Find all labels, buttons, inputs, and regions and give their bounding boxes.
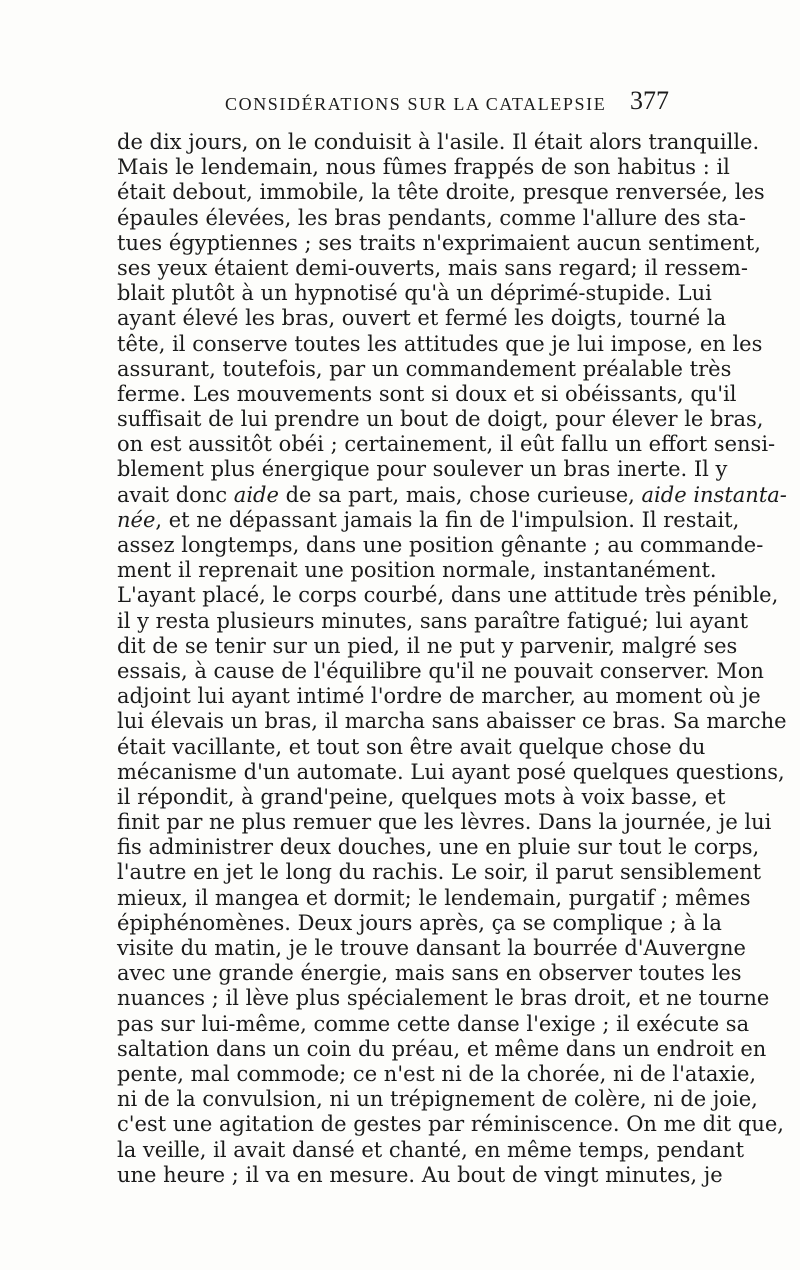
text-line <box>117 835 760 860</box>
text-segment: épaules élevées, les bras pendants, comme l'allure des sta- <box>117 205 747 230</box>
text-line <box>117 558 717 583</box>
text-line <box>117 533 764 558</box>
text-segment: nuances ; il lève plus spécialement le bras droit, et ne tourne <box>117 986 770 1011</box>
italic-text: aide <box>233 482 279 507</box>
text-line <box>117 130 760 155</box>
text-line <box>117 885 751 911</box>
text-segment: était debout, immobile, la tête droite, presque renversée, les <box>117 180 765 205</box>
text-line <box>117 1162 723 1188</box>
text-segment: blement plus énergique pour soulever un bras inerte. Il y <box>117 457 728 482</box>
text-line <box>117 633 738 659</box>
text-segment: avait donc <box>117 482 234 507</box>
text-line <box>117 986 770 1011</box>
text-line <box>117 1137 745 1163</box>
page-header <box>115 88 675 122</box>
text-line <box>117 910 722 936</box>
text-line <box>117 281 712 306</box>
text-line <box>117 331 763 357</box>
text-line <box>117 1036 767 1062</box>
italic-text: aide instanta- <box>641 482 787 507</box>
text-segment: Mais le lendemain, nous fûmes frappés de son habitus : il <box>117 155 730 180</box>
text-segment: mécanisme d'un automate. Lui ayant posé quelques questions, <box>117 759 785 784</box>
text-line <box>117 784 726 810</box>
text-segment: , et ne dépassant jamais la fin de l'impulsion. Il restait, <box>155 507 740 532</box>
text-segment: assez longtemps, dans une position gênante ; au commande- <box>117 533 764 557</box>
text-segment: adjoint lui ayant intimé l'ordre de marcher, au moment où je <box>117 684 761 709</box>
text-segment: était vacillante, et tout son être avait quelque chose du <box>117 734 706 759</box>
text-segment: lui élevais un bras, il marcha sans abaisser ce bras. Sa marche <box>117 709 787 734</box>
text-segment: blait plutôt à un hypnotisé qu'à un déprimé-stupide. Lui <box>117 281 712 306</box>
text-line <box>117 734 706 760</box>
text-line <box>117 583 779 608</box>
text-line <box>117 407 764 432</box>
text-line <box>117 306 727 331</box>
text-segment: ses yeux étaient demi-ouverts, mais sans regard; il ressem- <box>117 255 748 280</box>
text-segment: l'autre en jet le long du rachis. Le soir, il parut sensiblement <box>117 860 762 885</box>
text-line <box>117 684 761 709</box>
text-line <box>117 381 737 407</box>
text-line <box>117 230 761 256</box>
text-line <box>117 205 747 231</box>
text-segment: dit de se tenir sur un pied, il ne put y parvenir, malgré ses <box>117 633 738 658</box>
text-line <box>117 658 764 684</box>
text-segment: de sa part, mais, chose curieuse, <box>278 482 642 507</box>
text-segment: pente, mal commode; ce n'est ni de la chorée, ni de l'ataxie, <box>117 1061 757 1086</box>
text-line <box>117 608 749 634</box>
text-segment: la veille, il avait dansé et chanté, en même temps, pendant <box>117 1137 745 1162</box>
text-segment: assurant, toutefois, par un commandement préalable très <box>117 356 732 381</box>
text-segment: il y resta plusieurs minutes, sans paraître fatigué; lui ayant <box>117 608 749 633</box>
text-segment: fis administrer deux douches, une en pluie sur tout le corps, <box>117 835 760 860</box>
text-segment: ferme. Les mouvements sont si doux et si obéissants, qu'il <box>117 381 737 406</box>
text-line <box>117 432 776 457</box>
text-line <box>117 810 772 835</box>
text-segment: c'est une agitation de gestes par réminiscence. On me dit que, <box>117 1112 784 1137</box>
text-segment: mieux, il mangea et dormit; le lendemain, purgatif ; mêmes <box>117 885 751 910</box>
text-line <box>117 1011 750 1037</box>
text-segment: ni de la convulsion, ni un trépignement de colère, ni de joie, <box>117 1087 758 1112</box>
text-line <box>117 936 746 961</box>
text-segment: de dix jours, on le conduisit à l'asile. Il était alors tranquille. <box>117 130 760 154</box>
text-segment: on est aussitôt obéi ; certainement, il eût fallu un effort sensi- <box>117 432 776 457</box>
text-line <box>117 255 748 281</box>
text-line <box>117 155 730 180</box>
text-segment: saltation dans un coin du préau, et même dans un endroit en <box>117 1036 767 1061</box>
text-line <box>117 1087 758 1112</box>
text-segment: pas sur lui-même, comme cette danse l'exige ; il exécute sa <box>117 1011 750 1036</box>
text-line <box>117 860 762 885</box>
italic-text: née <box>117 507 156 532</box>
text-segment: une heure ; il va en mesure. Au bout de vingt minutes, je <box>117 1162 723 1187</box>
text-segment: tête, il conserve toutes les attitudes que je lui impose, en les <box>117 331 763 356</box>
text-segment: ment il reprenait une position normale, instantanément. <box>117 558 717 583</box>
text-segment: avec une grande énergie, mais sans en observer toutes les <box>117 961 742 986</box>
text-line <box>117 482 787 508</box>
text-segment: épiphénomènes. Deux jours après, ça se complique ; à la <box>117 910 722 935</box>
text-segment: visite du matin, je le trouve dansant la bourrée d'Auvergne <box>117 936 746 960</box>
text-segment: finit par ne plus remuer que les lèvres. Dans la journée, je lui <box>117 810 772 835</box>
body-text <box>117 130 787 1188</box>
text-line <box>117 961 742 986</box>
text-line <box>117 507 740 533</box>
text-line <box>117 759 785 785</box>
text-segment: il répondit, à grand'peine, quelques mots à voix basse, et <box>117 784 726 809</box>
text-segment: tues égyptiennes ; ses traits n'exprimaient aucun sentiment, <box>117 230 761 255</box>
text-line <box>117 457 728 482</box>
text-segment: suffisait de lui prendre un bout de doigt, pour élever le bras, <box>117 407 764 432</box>
text-line <box>117 1112 784 1137</box>
text-line <box>117 180 765 205</box>
page-number: 377 <box>630 86 669 115</box>
text-segment: essais, à cause de l'équilibre qu'il ne pouvait conserver. Mon <box>117 658 764 683</box>
running-title: CONSIDÉRATIONS SUR LA CATALEPSIE <box>225 94 607 114</box>
text-line <box>117 709 787 734</box>
text-line <box>117 1061 757 1087</box>
text-segment: L'ayant placé, le corps courbé, dans une attitude très pénible, <box>117 583 779 608</box>
text-segment: ayant élevé les bras, ouvert et fermé les doigts, tourné la <box>117 306 727 331</box>
text-line <box>117 356 732 382</box>
